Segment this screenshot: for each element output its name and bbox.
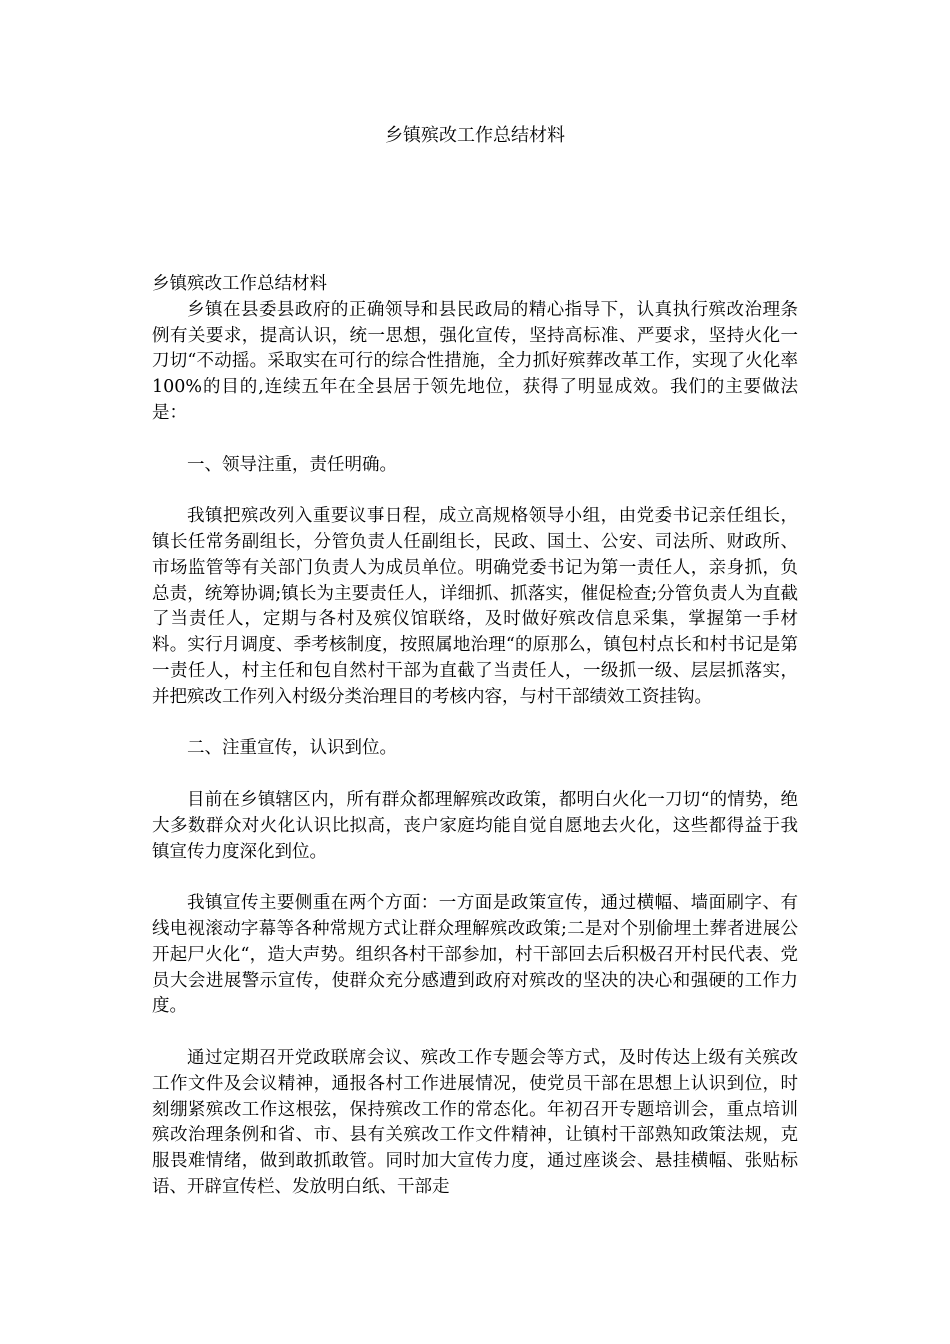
section-heading-2: 二、注重宣传，认识到位。	[187, 738, 397, 759]
body-paragraph: 通过定期召开党政联席会议、殡改工作专题会等方式，及时传达上级有关殡改工作文件及会议精神，通报各村工作进展情况，使党员干部在思想上认识到位，时刻绷紧殡改工作这根弦，保持殡改工作的常态化。年初召开专题培训会，重点培训殡改治理条例和省、市、县有关殡改工作文件精神，让镇村干部熟知政策法规，克服畏难情绪，做到敢抓敢管。同时加大宣传力度，通过座谈会、悬挂横幅、张贴标语、开辟宣传栏、发放明白纸、干部走	[152, 1047, 798, 1197]
section-heading-1: 一、领导注重，责任明确。	[187, 454, 397, 475]
body-paragraph: 我镇宣传主要侧重在两个方面：一方面是政策宣传，通过横幅、墙面刷字、有线电视滚动字幕等各种常规方式让群众理解殡改政策;二是对个别偷埋土葬者进展公开起尸火化“，造大声势。组织各村干部参加，村干部回去后积极召开村民代表、党员大会进展警示宣传，使群众充分感遭到政府对殡改的坚决的决心和强硬的工作力度。	[152, 893, 798, 1017]
document-subtitle: 乡镇殡改工作总结材料	[152, 274, 327, 294]
body-paragraph: 目前在乡镇辖区内，所有群众都理解殡改政策，都明白火化一刀切“的情势，绝大多数群众对火化认识比拟高，丧户家庭均能自觉自愿地去火化，这些都得益于我镇宣传力度深化到位。	[152, 789, 798, 862]
body-paragraph: 我镇把殡改列入重要议事日程，成立高规格领导小组，由党委书记亲任组长，镇长任常务副组长，分管负责人任副组长，民政、国土、公安、司法所、财政所、市场监管等有关部门负责人为成员单位。明确党委书记为第一责任人，亲身抓，负总责，统筹协调;镇长为主要责任人，详细抓、抓落实，催促检查;分管负责人为直截了当责任人，定期与各村及殡仪馆联络，及时做好殡改信息采集，掌握第一手材料。实行月调度、季考核制度，按照属地治理“的原那么，镇包村点长和村书记是第一责任人，村主任和包自然村干部为直截了当责任人，一级抓一级、层层抓落实，并把殡改工作列入村级分类治理目的考核内容，与村干部绩效工资挂钩。	[152, 506, 798, 707]
page-title: 乡镇殡改工作总结材料	[385, 125, 565, 146]
intro-paragraph: 乡镇在县委县政府的正确领导和县民政局的精心指导下，认真执行殡改治理条例有关要求，提高认识，统一思想，强化宣传，坚持高标准、严要求，坚持火化一刀切“不动摇。采取实在可行的综合性措施，全力抓好殡葬改革工作，实现了火化率100%的目的,连续五年在全县居于领先地位，获得了明显成效。我们的主要做法是：	[152, 299, 798, 423]
document-body	[152, 272, 798, 1201]
